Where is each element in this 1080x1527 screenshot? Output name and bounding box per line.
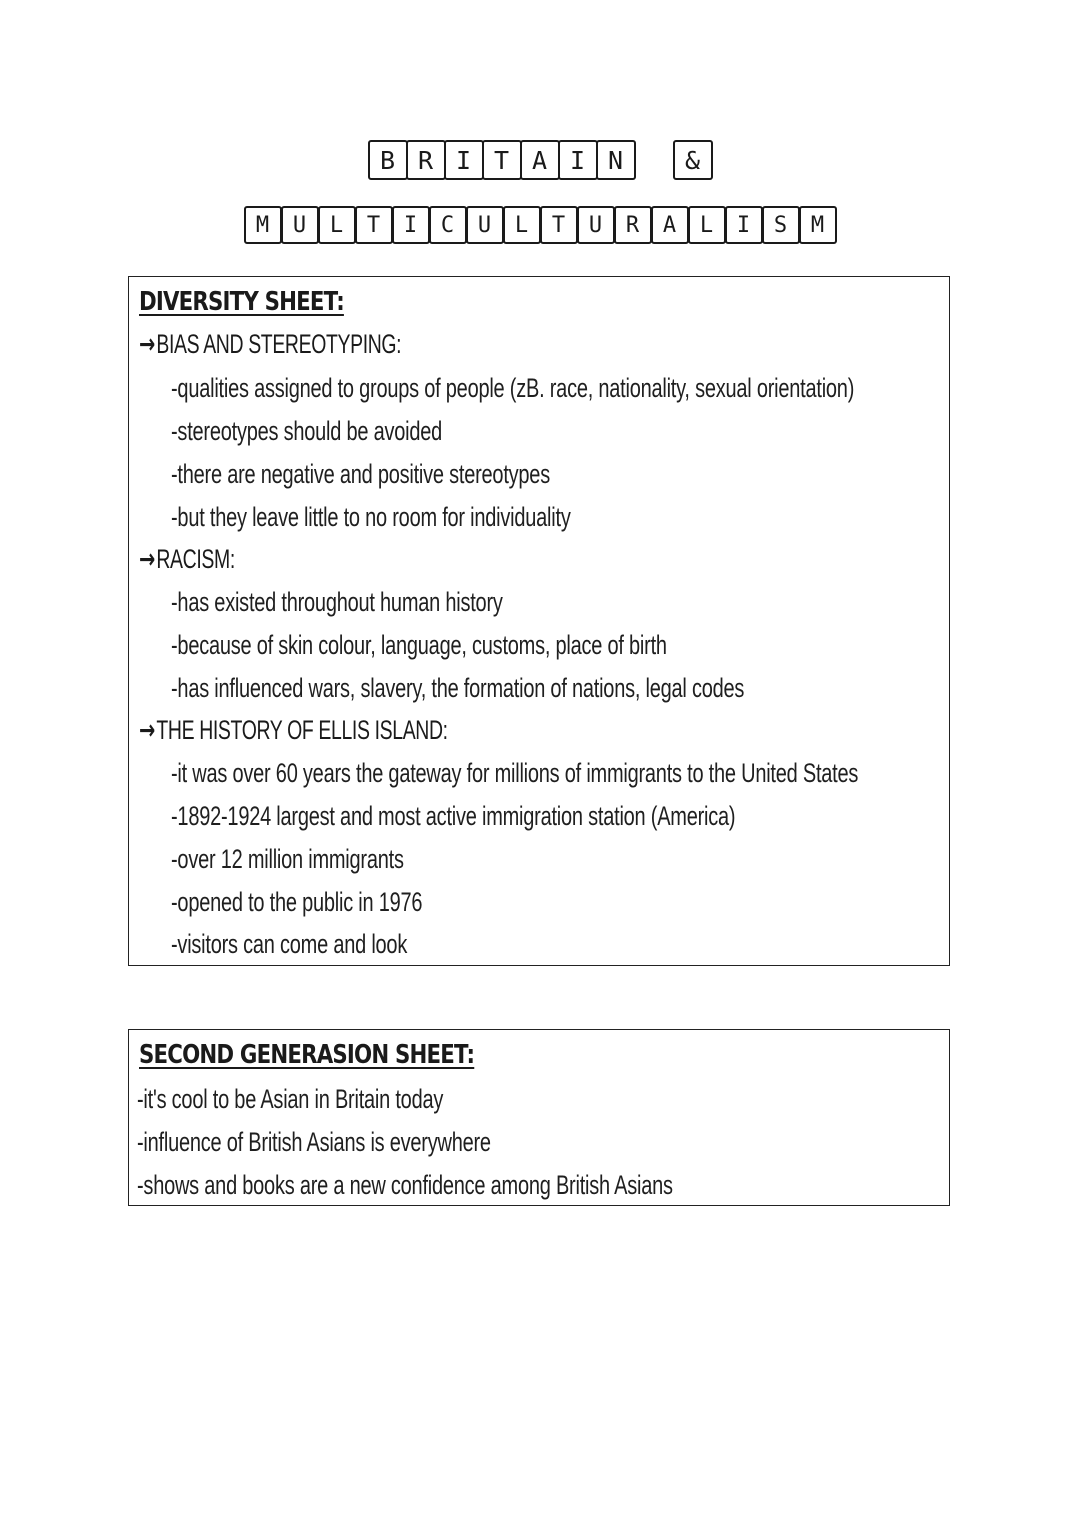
section-title: THE HISTORY OF ELLIS ISLAND: — [156, 715, 448, 745]
title-letter-tile: C — [429, 206, 467, 244]
title-letter-tile: T — [540, 206, 578, 244]
title-line-2 — [0, 206, 1080, 244]
title-letter-tile: A — [520, 140, 560, 180]
arrow-icon: → — [139, 329, 155, 360]
list-item: -has existed throughout human history — [171, 587, 503, 617]
title-letter-tile: U — [466, 206, 504, 244]
list-item: -because of skin colour, language, customs, place of birth — [171, 630, 667, 660]
section-heading-bias — [139, 329, 401, 360]
list-item: -over 12 million immigrants — [171, 844, 404, 874]
title-letter-tile: L — [318, 206, 356, 244]
list-item: -stereotypes should be avoided — [171, 416, 443, 446]
section-heading-ellis-island — [139, 715, 448, 746]
diversity-sheet-heading: DIVERSITY SHEET: — [139, 287, 344, 317]
list-item: -but they leave little to no room for individuality — [171, 502, 571, 532]
title-letter-tile: A — [651, 206, 689, 244]
title-letter-tile: S — [762, 206, 800, 244]
title-letter-tile: I — [444, 140, 484, 180]
list-item: -it was over 60 years the gateway for millions of immigrants to the United States — [171, 758, 859, 788]
second-generation-heading: SECOND GENERASION SHEET: — [139, 1040, 475, 1070]
title-letter-tile: M — [244, 206, 282, 244]
second-generation-sheet-box — [128, 1029, 950, 1206]
list-item: -qualities assigned to groups of people (zB. race, nationality, sexual orientation) — [171, 373, 855, 403]
title-line-1 — [0, 140, 1080, 180]
section-title: RACISM: — [156, 544, 235, 574]
list-item: -has influenced wars, slavery, the formation of nations, legal codes — [171, 673, 745, 703]
list-item: -opened to the public in 1976 — [171, 887, 423, 917]
title-letter-tile: T — [355, 206, 393, 244]
list-item: -visitors can come and look — [171, 929, 408, 959]
arrow-icon: → — [139, 544, 155, 575]
title-letter-tile: N — [596, 140, 636, 180]
title-letter-tile: R — [614, 206, 652, 244]
arrow-icon: → — [139, 715, 155, 746]
section-heading-racism — [139, 544, 235, 575]
diversity-sheet-box — [128, 276, 950, 966]
title-letter-tile: T — [482, 140, 522, 180]
title-letter-tile: M — [799, 206, 837, 244]
title-letter-tile: I — [392, 206, 430, 244]
title-letter-tile: L — [688, 206, 726, 244]
list-item: -1892-1924 largest and most active immigration station (America) — [171, 801, 736, 831]
title-letter-tile: I — [558, 140, 598, 180]
title-letter-tile: B — [368, 140, 408, 180]
list-item: -shows and books are a new confidence among British Asians — [137, 1170, 673, 1200]
list-item: -influence of British Asians is everywhere — [137, 1127, 491, 1157]
title-letter-tile: I — [725, 206, 763, 244]
title-letter-tile: L — [503, 206, 541, 244]
list-item: -there are negative and positive stereotypes — [171, 459, 550, 489]
title-ampersand-tile: & — [673, 140, 713, 180]
section-title: BIAS AND STEREOTYPING: — [156, 329, 402, 359]
title-letter-tile: U — [577, 206, 615, 244]
title-letter-tile: U — [281, 206, 319, 244]
list-item: -it's cool to be Asian in Britain today — [137, 1084, 444, 1114]
title-letter-tile: R — [406, 140, 446, 180]
